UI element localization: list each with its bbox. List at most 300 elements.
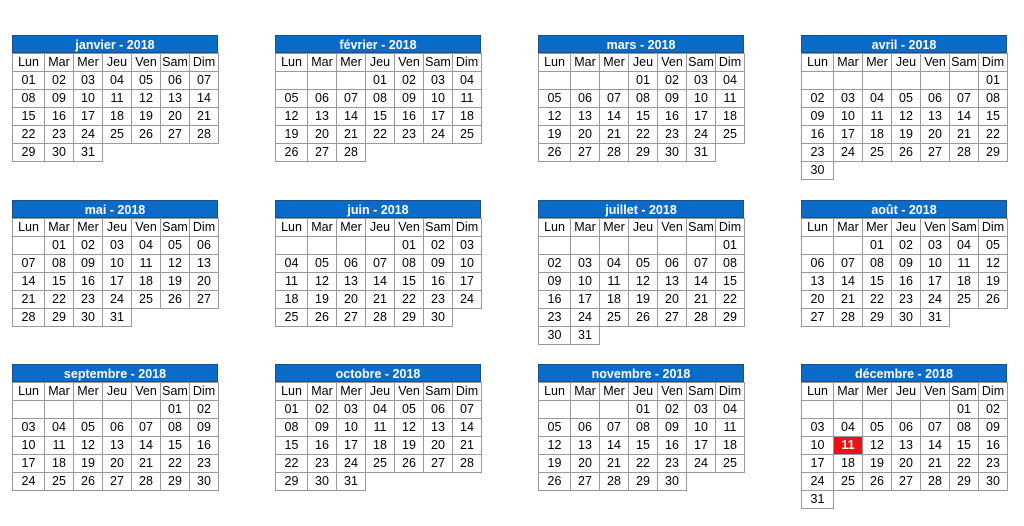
- weekday-header: Dim: [979, 383, 1008, 401]
- month-calendar: [538, 35, 744, 162]
- day-cell: 20: [308, 126, 337, 144]
- day-cell: 30: [45, 144, 74, 162]
- day-cell: 31: [687, 144, 716, 162]
- day-cell: 01: [161, 401, 190, 419]
- day-cell: 30: [190, 473, 219, 491]
- day-cell: 07: [13, 255, 45, 273]
- weekday-header: Mar: [834, 219, 863, 237]
- day-cell: 25: [716, 126, 745, 144]
- week-row: [802, 291, 1008, 309]
- day-cell: 31: [103, 309, 132, 327]
- day-cell: 12: [863, 437, 892, 455]
- day-cell: 05: [539, 90, 571, 108]
- day-cell: 14: [834, 273, 863, 291]
- empty-day-cell: [802, 401, 834, 419]
- day-cell: 03: [921, 237, 950, 255]
- empty-day-cell: [395, 473, 424, 491]
- empty-day-cell: [950, 309, 979, 327]
- empty-day-cell: [921, 491, 950, 509]
- empty-day-cell: [366, 473, 395, 491]
- day-cell: 30: [979, 473, 1008, 491]
- day-cell: 03: [834, 90, 863, 108]
- day-cell: 05: [161, 237, 190, 255]
- day-cell: 11: [103, 90, 132, 108]
- day-cell: 25: [132, 291, 161, 309]
- day-cell: 13: [571, 108, 600, 126]
- empty-day-cell: [716, 473, 745, 491]
- day-cell: 08: [13, 90, 45, 108]
- empty-day-cell: [190, 309, 219, 327]
- week-row: [802, 273, 1008, 291]
- day-cell: 10: [103, 255, 132, 273]
- empty-day-cell: [863, 401, 892, 419]
- day-cell: 10: [921, 255, 950, 273]
- day-cell: 26: [308, 309, 337, 327]
- day-cell: 23: [658, 455, 687, 473]
- day-cell: 04: [103, 72, 132, 90]
- empty-day-cell: [716, 144, 745, 162]
- week-row: [276, 144, 482, 162]
- weekday-header: Lun: [276, 54, 308, 72]
- day-cell: 09: [45, 90, 74, 108]
- day-cell: 06: [161, 72, 190, 90]
- day-cell: 16: [658, 108, 687, 126]
- day-cell: 03: [571, 255, 600, 273]
- empty-day-cell: [687, 327, 716, 345]
- weekday-header-row: [13, 219, 219, 237]
- day-cell: 16: [308, 437, 337, 455]
- weekday-header-row: [276, 383, 482, 401]
- day-cell: 10: [687, 419, 716, 437]
- day-cell: 07: [834, 255, 863, 273]
- weekday-header: Ven: [132, 219, 161, 237]
- day-cell: 10: [424, 90, 453, 108]
- empty-day-cell: [308, 237, 337, 255]
- day-cell: 08: [629, 90, 658, 108]
- day-cell: 04: [366, 401, 395, 419]
- day-cell: 19: [276, 126, 308, 144]
- day-cell: 23: [308, 455, 337, 473]
- weekday-header: Sam: [687, 54, 716, 72]
- weekday-header: Lun: [539, 383, 571, 401]
- weekday-header: Mer: [863, 219, 892, 237]
- day-cell: 27: [308, 144, 337, 162]
- weekday-header: Mar: [308, 54, 337, 72]
- empty-day-cell: [950, 162, 979, 180]
- day-cell: 12: [629, 273, 658, 291]
- day-cell: 11: [716, 419, 745, 437]
- day-cell: 12: [132, 90, 161, 108]
- weekday-header: Mer: [863, 383, 892, 401]
- day-cell: 28: [950, 144, 979, 162]
- day-cell: 25: [453, 126, 482, 144]
- day-cell: 09: [395, 90, 424, 108]
- day-cell: 26: [629, 309, 658, 327]
- day-cell: 28: [132, 473, 161, 491]
- day-cell: 08: [629, 419, 658, 437]
- weekday-header: Mar: [45, 383, 74, 401]
- month-title: septembre - 2018: [12, 364, 218, 382]
- week-row: [539, 237, 745, 255]
- day-cell: 13: [658, 273, 687, 291]
- day-cell: 29: [276, 473, 308, 491]
- day-cell: 26: [539, 144, 571, 162]
- day-cell: 17: [337, 437, 366, 455]
- weekday-header: Dim: [190, 54, 219, 72]
- week-row: [539, 309, 745, 327]
- day-cell: 06: [424, 401, 453, 419]
- weekday-header-row: [276, 219, 482, 237]
- week-row: [13, 144, 219, 162]
- week-row: [802, 126, 1008, 144]
- weekday-header: Ven: [658, 383, 687, 401]
- day-cell: 08: [863, 255, 892, 273]
- day-cell: 09: [308, 419, 337, 437]
- weekday-header: Jeu: [892, 383, 921, 401]
- day-cell: 23: [802, 144, 834, 162]
- day-cell: 02: [979, 401, 1008, 419]
- day-cell: 01: [863, 237, 892, 255]
- weekday-header: Jeu: [366, 383, 395, 401]
- day-cell: 21: [600, 126, 629, 144]
- day-cell: 16: [395, 108, 424, 126]
- empty-day-cell: [950, 72, 979, 90]
- day-cell: 25: [600, 309, 629, 327]
- empty-day-cell: [834, 401, 863, 419]
- weekday-header: Mer: [337, 219, 366, 237]
- day-cell: 02: [45, 72, 74, 90]
- weekday-header: Sam: [950, 219, 979, 237]
- day-cell: 15: [629, 437, 658, 455]
- weekday-header: Jeu: [629, 219, 658, 237]
- weekday-header: Jeu: [892, 219, 921, 237]
- day-cell: 05: [74, 419, 103, 437]
- day-cell: 09: [424, 255, 453, 273]
- day-cell: 06: [103, 419, 132, 437]
- day-cell: 21: [366, 291, 395, 309]
- week-row: [13, 419, 219, 437]
- day-cell: 03: [802, 419, 834, 437]
- weekday-header: Sam: [424, 219, 453, 237]
- day-cell: 21: [13, 291, 45, 309]
- day-cell: 29: [45, 309, 74, 327]
- day-cell: 18: [834, 455, 863, 473]
- weekday-header: Mer: [600, 54, 629, 72]
- day-cell: 29: [716, 309, 745, 327]
- weekday-header: Ven: [132, 383, 161, 401]
- week-row: [276, 437, 482, 455]
- day-cell: 19: [629, 291, 658, 309]
- month-title: mai - 2018: [12, 200, 218, 218]
- week-row: [802, 491, 1008, 509]
- day-cell: 01: [950, 401, 979, 419]
- week-row: [276, 309, 482, 327]
- month-title: mars - 2018: [538, 35, 744, 53]
- day-cell: 11: [453, 90, 482, 108]
- empty-day-cell: [921, 72, 950, 90]
- day-cell: 12: [276, 108, 308, 126]
- day-cell: 28: [13, 309, 45, 327]
- day-cell: 18: [276, 291, 308, 309]
- month-calendar: [801, 35, 1007, 180]
- week-row: [13, 72, 219, 90]
- empty-day-cell: [366, 237, 395, 255]
- day-cell: 27: [161, 126, 190, 144]
- weekday-header: Dim: [979, 54, 1008, 72]
- week-row: [539, 437, 745, 455]
- day-cell: 29: [979, 144, 1008, 162]
- day-cell: 13: [571, 437, 600, 455]
- day-cell: 10: [337, 419, 366, 437]
- day-cell: 18: [950, 273, 979, 291]
- empty-day-cell: [132, 309, 161, 327]
- day-cell: 02: [539, 255, 571, 273]
- empty-day-cell: [802, 237, 834, 255]
- week-row: [276, 126, 482, 144]
- week-row: [276, 473, 482, 491]
- weekday-header: Mar: [571, 54, 600, 72]
- day-cell: 02: [190, 401, 219, 419]
- day-cell: 22: [629, 126, 658, 144]
- day-cell: 18: [716, 108, 745, 126]
- week-row: [539, 255, 745, 273]
- empty-day-cell: [658, 327, 687, 345]
- week-row: [13, 291, 219, 309]
- empty-day-cell: [132, 144, 161, 162]
- day-cell: 01: [629, 72, 658, 90]
- day-cell: 29: [950, 473, 979, 491]
- day-cell: 27: [571, 473, 600, 491]
- day-cell: 05: [892, 90, 921, 108]
- day-cell: 25: [366, 455, 395, 473]
- day-cell: 07: [366, 255, 395, 273]
- day-cell: 08: [45, 255, 74, 273]
- day-cell: 16: [74, 273, 103, 291]
- day-cell: 24: [103, 291, 132, 309]
- day-cell: 27: [802, 309, 834, 327]
- day-cell: 09: [802, 108, 834, 126]
- month-calendar: [538, 364, 744, 491]
- day-cell: 05: [276, 90, 308, 108]
- weekday-header: Lun: [802, 54, 834, 72]
- day-cell: 11: [716, 90, 745, 108]
- week-row: [13, 90, 219, 108]
- day-cell: 12: [979, 255, 1008, 273]
- day-cell: 18: [600, 291, 629, 309]
- weekday-header: Dim: [453, 383, 482, 401]
- day-cell: 10: [802, 437, 834, 455]
- weekday-header: Mer: [74, 219, 103, 237]
- day-cell: 29: [161, 473, 190, 491]
- day-cell: 28: [921, 473, 950, 491]
- day-cell: 04: [453, 72, 482, 90]
- day-cell: 19: [539, 455, 571, 473]
- day-cell: 04: [863, 90, 892, 108]
- day-cell: 30: [74, 309, 103, 327]
- day-cell: 06: [892, 419, 921, 437]
- weekday-header: Mar: [834, 383, 863, 401]
- day-cell: 15: [716, 273, 745, 291]
- empty-day-cell: [190, 144, 219, 162]
- empty-day-cell: [161, 144, 190, 162]
- weekday-header-row: [13, 383, 219, 401]
- day-cell: 11: [863, 108, 892, 126]
- empty-day-cell: [600, 72, 629, 90]
- day-cell: 22: [45, 291, 74, 309]
- month-title: juin - 2018: [275, 200, 481, 218]
- day-cell: 14: [950, 108, 979, 126]
- day-cell: 30: [539, 327, 571, 345]
- weekday-header: Sam: [687, 383, 716, 401]
- day-cell: 03: [103, 237, 132, 255]
- day-cell: 12: [892, 108, 921, 126]
- day-cell: 23: [395, 126, 424, 144]
- empty-day-cell: [453, 144, 482, 162]
- day-cell: 20: [802, 291, 834, 309]
- empty-day-cell: [892, 491, 921, 509]
- empty-day-cell: [658, 237, 687, 255]
- day-cell: 04: [276, 255, 308, 273]
- empty-day-cell: [337, 237, 366, 255]
- weekday-header: Jeu: [366, 219, 395, 237]
- weekday-header-row: [802, 383, 1008, 401]
- week-row: [13, 309, 219, 327]
- day-cell: 03: [337, 401, 366, 419]
- day-cell: 25: [103, 126, 132, 144]
- week-row: [13, 237, 219, 255]
- day-cell: 29: [629, 144, 658, 162]
- weekday-header: Ven: [658, 54, 687, 72]
- day-cell: 25: [45, 473, 74, 491]
- day-cell: 27: [337, 309, 366, 327]
- day-cell: 14: [921, 437, 950, 455]
- day-cell: 12: [539, 108, 571, 126]
- weekday-header: Sam: [687, 219, 716, 237]
- day-cell: 21: [921, 455, 950, 473]
- week-row: [802, 237, 1008, 255]
- day-cell: 26: [863, 473, 892, 491]
- day-cell: 05: [629, 255, 658, 273]
- day-cell: 28: [834, 309, 863, 327]
- month-calendar: [275, 35, 481, 162]
- day-cell: 16: [892, 273, 921, 291]
- month-calendar: [12, 35, 218, 162]
- day-cell: 20: [921, 126, 950, 144]
- empty-day-cell: [366, 144, 395, 162]
- day-cell: 01: [366, 72, 395, 90]
- empty-day-cell: [834, 72, 863, 90]
- day-cell: 06: [921, 90, 950, 108]
- day-cell: 11: [366, 419, 395, 437]
- week-row: [802, 401, 1008, 419]
- empty-day-cell: [687, 473, 716, 491]
- day-cell: 14: [337, 108, 366, 126]
- day-cell: 01: [45, 237, 74, 255]
- empty-day-cell: [424, 473, 453, 491]
- day-cell: 13: [103, 437, 132, 455]
- day-cell: 03: [74, 72, 103, 90]
- day-cell: 21: [600, 455, 629, 473]
- day-cell: 10: [13, 437, 45, 455]
- week-row: [276, 90, 482, 108]
- weekday-header: Ven: [921, 54, 950, 72]
- week-row: [539, 108, 745, 126]
- day-cell: 04: [132, 237, 161, 255]
- empty-day-cell: [161, 309, 190, 327]
- weekday-header: Jeu: [103, 219, 132, 237]
- weekday-header: Sam: [950, 54, 979, 72]
- weekday-header-row: [802, 219, 1008, 237]
- day-cell: 17: [834, 126, 863, 144]
- week-row: [539, 473, 745, 491]
- day-cell: 11: [276, 273, 308, 291]
- day-cell: 22: [979, 126, 1008, 144]
- day-cell: 03: [687, 401, 716, 419]
- empty-day-cell: [74, 401, 103, 419]
- day-cell: 06: [802, 255, 834, 273]
- weekday-header: Sam: [161, 383, 190, 401]
- week-row: [539, 273, 745, 291]
- empty-day-cell: [539, 72, 571, 90]
- weekday-header: Lun: [802, 383, 834, 401]
- weekday-header: Dim: [979, 219, 1008, 237]
- day-cell: 23: [190, 455, 219, 473]
- empty-day-cell: [308, 72, 337, 90]
- day-cell: 06: [658, 255, 687, 273]
- day-cell: 20: [161, 108, 190, 126]
- day-cell: 20: [571, 455, 600, 473]
- empty-day-cell: [424, 144, 453, 162]
- day-cell: 22: [366, 126, 395, 144]
- day-cell: 17: [74, 108, 103, 126]
- day-cell: 13: [337, 273, 366, 291]
- week-row: [802, 255, 1008, 273]
- week-row: [13, 437, 219, 455]
- day-cell: 15: [13, 108, 45, 126]
- day-cell: 10: [687, 90, 716, 108]
- day-cell: 08: [395, 255, 424, 273]
- day-cell: 21: [453, 437, 482, 455]
- day-cell: 05: [863, 419, 892, 437]
- day-cell: 20: [658, 291, 687, 309]
- weekday-header: Lun: [276, 219, 308, 237]
- highlighted-day-cell: 11: [834, 437, 863, 455]
- week-row: [802, 72, 1008, 90]
- day-cell: 13: [308, 108, 337, 126]
- day-cell: 30: [424, 309, 453, 327]
- day-cell: 23: [424, 291, 453, 309]
- day-cell: 07: [453, 401, 482, 419]
- day-cell: 23: [892, 291, 921, 309]
- day-cell: 03: [13, 419, 45, 437]
- empty-day-cell: [103, 401, 132, 419]
- day-cell: 29: [629, 473, 658, 491]
- day-cell: 04: [716, 401, 745, 419]
- day-cell: 25: [276, 309, 308, 327]
- empty-day-cell: [600, 401, 629, 419]
- weekday-header: Mar: [834, 54, 863, 72]
- day-cell: 21: [950, 126, 979, 144]
- day-cell: 16: [979, 437, 1008, 455]
- day-cell: 20: [424, 437, 453, 455]
- day-cell: 21: [687, 291, 716, 309]
- day-cell: 14: [13, 273, 45, 291]
- day-cell: 26: [395, 455, 424, 473]
- day-cell: 29: [395, 309, 424, 327]
- day-cell: 21: [337, 126, 366, 144]
- day-cell: 05: [979, 237, 1008, 255]
- weekday-header: Mer: [337, 383, 366, 401]
